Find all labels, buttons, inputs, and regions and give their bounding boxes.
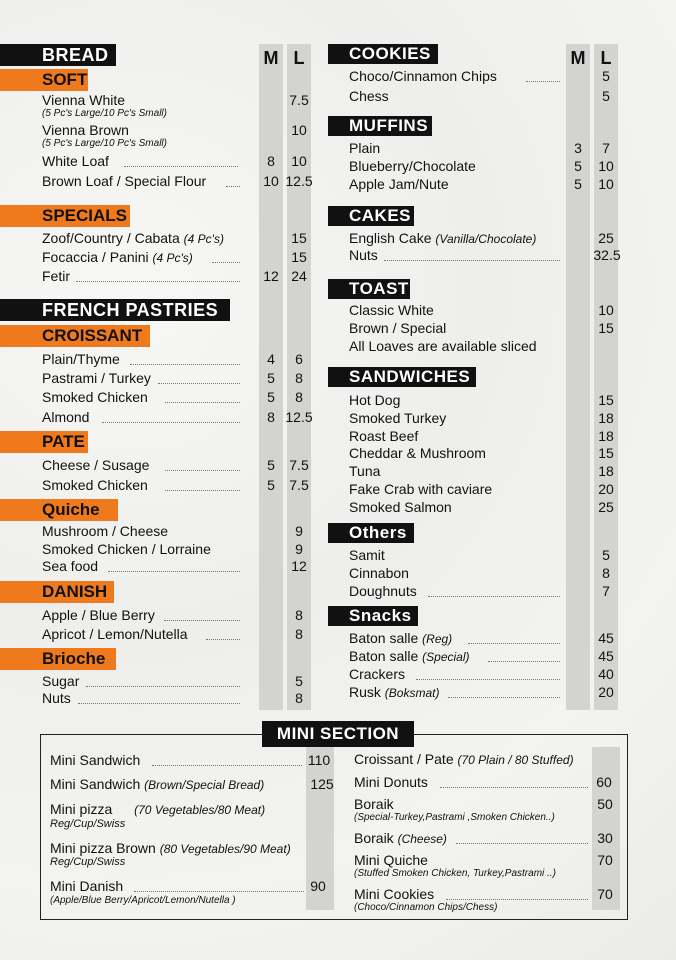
- leader-dots: [456, 843, 588, 844]
- item-note: (5 Pc's Large/10 Pc's Small): [42, 108, 167, 119]
- price-m: 5: [574, 158, 582, 174]
- price-l: 24: [291, 268, 307, 284]
- leader-dots: [130, 364, 240, 365]
- price-l: 6: [295, 351, 303, 367]
- menu-item: Hot Dog: [349, 392, 401, 408]
- mini-item: Mini Sandwich (Brown/Special Bread): [50, 776, 265, 792]
- price-m: 5: [267, 370, 275, 386]
- menu-item: Baton salle (Reg): [349, 630, 453, 646]
- menu-item: Plain: [349, 140, 381, 156]
- price-l: 5: [295, 673, 303, 689]
- leader-dots: [108, 571, 240, 572]
- soft-header: SOFT: [0, 69, 88, 91]
- price-l: 7.5: [289, 457, 309, 473]
- sandwiches-header: SANDWICHES: [328, 367, 476, 387]
- price-l: 45: [598, 648, 614, 664]
- menu-item: Smoked Chicken: [42, 477, 148, 493]
- column-m-header: M: [263, 48, 279, 68]
- leader-dots: [124, 166, 238, 167]
- leader-dots: [526, 81, 560, 82]
- price-l: 25: [598, 230, 614, 246]
- price-m: 4: [267, 351, 275, 367]
- price-l: 7: [602, 140, 610, 156]
- menu-item: Zoof/Country / Cabata (4 Pc's): [42, 230, 224, 246]
- menu-item: Baton salle (Special): [349, 648, 470, 664]
- menu-item: Pastrami / Turkey: [42, 370, 151, 386]
- mini-item-note: (Apple/Blue Berry/Apricot/Lemon/Nutella ): [50, 895, 236, 906]
- mini-item: Mini Sandwich: [50, 752, 141, 768]
- leader-dots: [488, 661, 560, 662]
- leader-dots: [416, 679, 560, 680]
- menu-item: Plain/Thyme: [42, 351, 120, 367]
- leader-dots: [440, 787, 588, 788]
- mini-item: Croissant / Pate (70 Plain / 80 Stuffed): [354, 751, 574, 767]
- leader-dots: [212, 262, 240, 263]
- price-m: 8: [267, 153, 275, 169]
- leader-dots: [164, 620, 240, 621]
- mini-item-note: (Stuffed Smoken Chicken, Turkey,Pastrami ..): [354, 868, 556, 879]
- menu-item: Samit: [349, 547, 385, 563]
- mini-item: Boraik (Cheese): [354, 830, 447, 846]
- price-l: 40: [598, 666, 614, 682]
- leader-dots: [165, 402, 240, 403]
- french-pastries-header: FRENCH PASTRIES: [0, 299, 230, 321]
- menu-item: Smoked Salmon: [349, 499, 452, 515]
- leader-dots: [446, 899, 588, 900]
- column-m-header-right: M: [570, 48, 586, 68]
- price-l: 20: [598, 684, 614, 700]
- menu-item: Smoked Chicken: [42, 389, 148, 405]
- toast-note: All Loaves are available sliced: [349, 338, 537, 354]
- mini-price: 50: [597, 796, 613, 812]
- price-l: 45: [598, 630, 614, 646]
- leader-dots: [448, 697, 560, 698]
- menu-item: Nuts: [349, 247, 378, 263]
- leader-dots: [468, 643, 560, 644]
- price-l: 8: [295, 389, 303, 405]
- mini-price: 125: [310, 776, 334, 792]
- brioche-header: Brioche: [0, 648, 116, 670]
- price-l: 5: [602, 547, 610, 563]
- price-l: 18: [598, 428, 614, 444]
- price-l: 15: [598, 445, 614, 461]
- menu-item: Sea food: [42, 558, 99, 574]
- mini-item-note: (Choco/Cinnamon Chips/Chess): [354, 902, 498, 913]
- price-l: 5: [602, 68, 610, 84]
- column-l-header: L: [293, 48, 305, 68]
- mini-item: Mini pizza Brown (80 Vegetables/90 Meat): [50, 840, 291, 856]
- mini-item: Mini pizza (70 Vegetables/80 Meat): [50, 801, 266, 817]
- price-l: 20: [598, 481, 614, 497]
- price-l: 9: [295, 541, 303, 557]
- menu-item: Smoked Chicken / Lorraine: [42, 541, 211, 557]
- menu-item: White Loaf: [42, 153, 109, 169]
- mini-price: 110: [307, 752, 331, 768]
- mini-price: 30: [597, 830, 613, 846]
- leader-dots: [206, 639, 240, 640]
- bread-header: BREAD: [0, 44, 116, 66]
- cookies-header: COOKIES: [328, 44, 438, 64]
- menu-item: Apricot / Lemon/Nutella: [42, 626, 188, 642]
- menu-item: Fake Crab with caviare: [349, 481, 493, 497]
- leader-dots: [165, 470, 240, 471]
- menu-item: Apple / Blue Berry: [42, 607, 155, 623]
- price-l: 18: [598, 410, 614, 426]
- price-l: 12.5: [285, 173, 313, 189]
- price-m: 5: [267, 457, 275, 473]
- price-l: 5: [602, 88, 610, 104]
- pate-header: PATE: [0, 431, 88, 453]
- mini-item-note: Reg/Cup/Swiss: [50, 818, 126, 830]
- toast-header: TOAST: [328, 279, 410, 299]
- price-l: 10: [291, 122, 307, 138]
- price-l: 15: [291, 249, 307, 265]
- mini-item: Mini Donuts: [354, 774, 428, 790]
- price-l: 8: [602, 565, 610, 581]
- leader-dots: [102, 422, 240, 423]
- mini-price: 70: [597, 852, 613, 868]
- leader-dots: [384, 260, 560, 261]
- mini-price: 70: [597, 886, 613, 902]
- menu-item: Sugar: [42, 673, 80, 689]
- quiche-header: Quiche: [0, 499, 118, 521]
- leader-dots: [152, 765, 302, 766]
- leader-dots: [428, 596, 560, 597]
- price-m: 5: [267, 389, 275, 405]
- price-l: 15: [598, 320, 614, 336]
- price-l: 7.5: [289, 92, 309, 108]
- price-l: 15: [598, 392, 614, 408]
- mini-item: Mini Quiche: [354, 852, 428, 868]
- price-l: 10: [598, 302, 614, 318]
- price-m: 3: [574, 140, 582, 156]
- mini-item-note: Reg/Cup/Swiss: [50, 856, 126, 868]
- menu-item: Cheddar & Mushroom: [349, 445, 486, 461]
- price-l: 8: [295, 626, 303, 642]
- price-l: 8: [295, 690, 303, 706]
- snacks-header: Snacks: [328, 606, 418, 626]
- menu-item: Blueberry/Chocolate: [349, 158, 476, 174]
- price-l: 7: [602, 583, 610, 599]
- menu-item: Fetir: [42, 268, 70, 284]
- menu-item: Nuts: [42, 690, 71, 706]
- menu-item: Tuna: [349, 463, 381, 479]
- leader-dots: [86, 686, 240, 687]
- menu-item: Cinnabon: [349, 565, 409, 581]
- danish-header: DANISH: [0, 581, 114, 603]
- item-note: (5 Pc's Large/10 Pc's Small): [42, 138, 167, 149]
- menu-item: Smoked Turkey: [349, 410, 447, 426]
- menu-item: Choco/Cinnamon Chips: [349, 68, 497, 84]
- menu-item: Crackers: [349, 666, 406, 682]
- price-l: 9: [295, 523, 303, 539]
- mini-item: Mini Danish: [50, 878, 124, 894]
- menu-item: Focaccia / Panini (4 Pc's): [42, 249, 193, 265]
- muffins-header: MUFFINS: [328, 116, 432, 136]
- leader-dots: [78, 703, 240, 704]
- croissant-header: CROISSANT: [0, 325, 150, 347]
- mini-price: 60: [596, 774, 612, 790]
- price-l: 8: [295, 607, 303, 623]
- menu-item: Vienna Brown: [42, 122, 129, 138]
- column-l-header-right: L: [600, 48, 612, 68]
- menu-item: Brown / Special: [349, 320, 447, 336]
- price-l: 12: [291, 558, 307, 574]
- leader-dots: [226, 186, 240, 187]
- menu-item: Vienna White: [42, 92, 126, 108]
- menu-item: Roast Beef: [349, 428, 419, 444]
- price-m: 8: [267, 409, 275, 425]
- price-l: 10: [598, 158, 614, 174]
- others-header: Others: [328, 523, 414, 543]
- leader-dots: [165, 490, 240, 491]
- price-l: 10: [291, 153, 307, 169]
- price-l: 18: [598, 463, 614, 479]
- mini-item: Boraik: [354, 796, 394, 812]
- mini-price: 90: [310, 878, 326, 894]
- menu-item: Cheese / Susage: [42, 457, 150, 473]
- price-m: 10: [263, 173, 279, 189]
- price-m: 5: [267, 477, 275, 493]
- leader-dots: [134, 891, 304, 892]
- price-l: 32.5: [593, 247, 621, 263]
- price-l: 8: [295, 370, 303, 386]
- price-l: 10: [598, 176, 614, 192]
- leader-dots: [158, 383, 240, 384]
- menu-item: Rusk (Boksmat): [349, 684, 440, 700]
- menu-item: Apple Jam/Nute: [349, 176, 449, 192]
- specials-header: SPECIALS: [0, 205, 130, 227]
- price-l: 12.5: [285, 409, 313, 425]
- menu-item: Mushroom / Cheese: [42, 523, 169, 539]
- price-l: 25: [598, 499, 614, 515]
- menu-item: Almond: [42, 409, 90, 425]
- mini-section-title: MINI SECTION: [262, 721, 414, 747]
- menu-item: English Cake (Vanilla/Chocolate): [349, 230, 537, 246]
- price-m: 12: [263, 268, 279, 284]
- price-m: 5: [574, 176, 582, 192]
- mini-item-note: (Special-Turkey,Pastrami ,Smoken Chicken..): [354, 812, 555, 823]
- cakes-header: CAKES: [328, 206, 414, 226]
- price-l: 7.5: [289, 477, 309, 493]
- mini-item: Mini Cookies: [354, 886, 435, 902]
- leader-dots: [76, 281, 240, 282]
- menu-item: Doughnuts: [349, 583, 417, 599]
- menu-item: Chess: [349, 88, 389, 104]
- menu-item: Brown Loaf / Special Flour: [42, 173, 207, 189]
- menu-item: Classic White: [349, 302, 434, 318]
- price-l: 15: [291, 230, 307, 246]
